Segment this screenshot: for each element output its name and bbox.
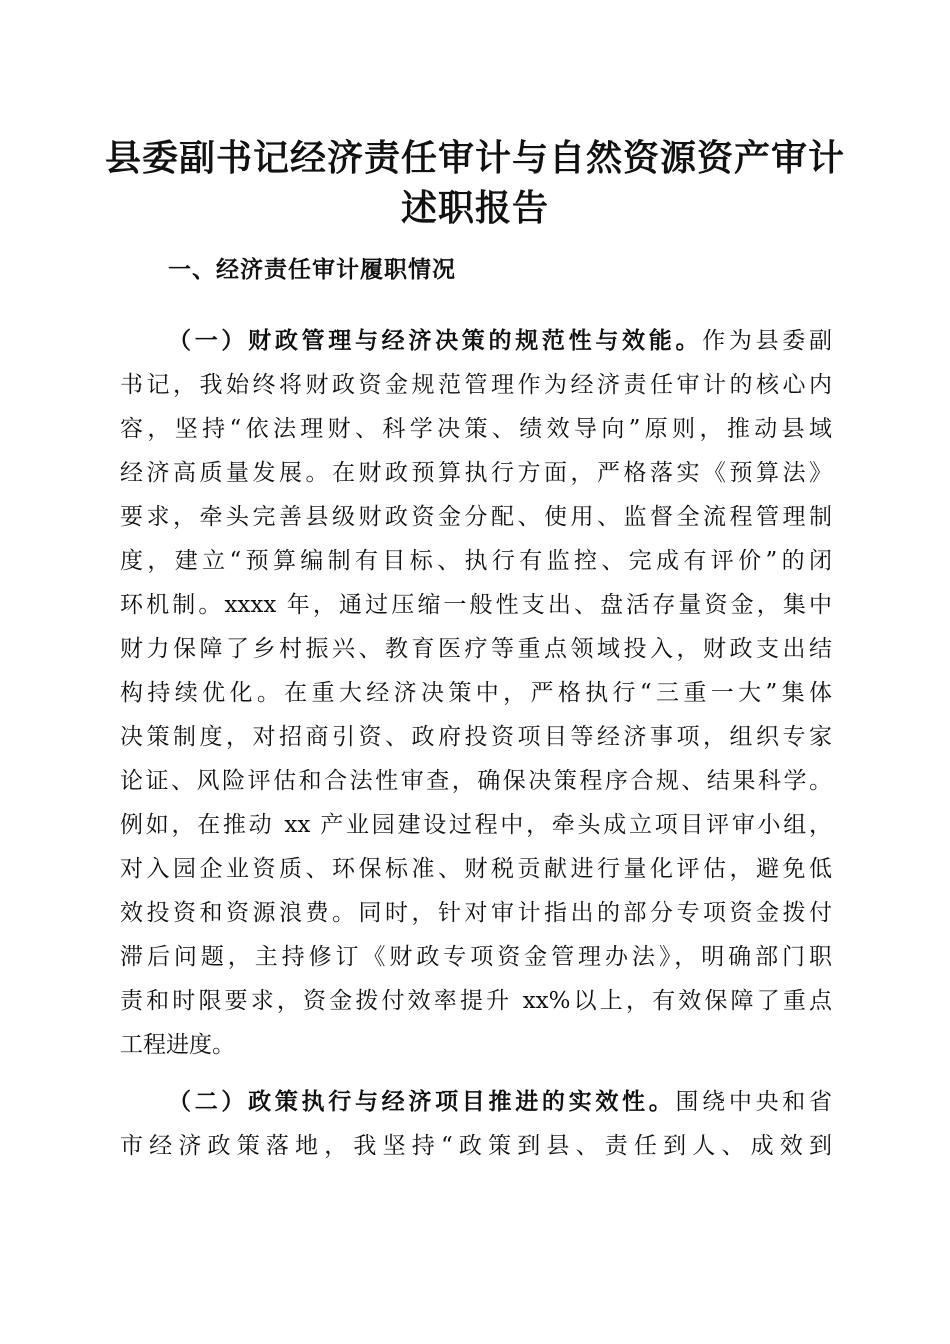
paragraph-2-subheading: （二）政策执行与经济项目推进的实效性。: [168, 1089, 676, 1115]
paragraph-1-subheading: （一）财政管理与经济决策的规范性与效能。: [168, 328, 703, 354]
document-title-line-2: 述职报告: [400, 187, 549, 229]
paragraph-2-line-2: 市经济政策落地，我坚持“政策到县、责任到人、成效到: [120, 1133, 832, 1159]
paragraph-1-line-3: 容，坚持“依法理财、科学决策、绩效导向”原则，推动县域: [120, 416, 832, 442]
paragraph-1-line-7: 环机制。xxxx 年，通过压缩一般性支出、盘活存量资金，集中: [120, 592, 832, 618]
paragraph-1-line-17: 工程进度。: [120, 1032, 235, 1058]
paragraph-1-line-4: 经济高质量发展。在财政预算执行方面，严格落实《预算法》: [120, 460, 832, 486]
paragraph-1-line-11: 论证、风险评估和合法性审查，确保决策程序合规、结果科学。: [120, 768, 832, 794]
paragraph-1-line-8: 财力保障了乡村振兴、教育医疗等重点领域投入，财政支出结: [120, 636, 832, 662]
paragraph-1-line-9: 构持续优化。在重大经济决策中，严格执行“三重一大”集体: [120, 680, 832, 706]
paragraph-1-line-1: [168, 323, 832, 359]
paragraph-1-line-14: 效投资和资源浪费。同时，针对审计指出的部分专项资金拨付: [120, 900, 832, 926]
paragraph-1-line-15: 滞后问题，主持修订《财政专项资金管理办法》，明确部门职: [120, 944, 832, 970]
paragraph-1-line-16: 责和时限要求，资金拨付效率提升 xx%以上，有效保障了重点: [120, 988, 832, 1014]
paragraph-1-line-12: 例如，在推动 xx 产业园建设过程中，牵头成立项目评审小组，: [120, 812, 832, 838]
paragraph-1-line-6: 度，建立“预算编制有目标、执行有监控、完成有评价”的闭: [120, 548, 832, 574]
paragraph-2-line-1: [168, 1084, 832, 1120]
paragraph-1-line-2: 书记，我始终将财政资金规范管理作为经济责任审计的核心内: [120, 372, 832, 398]
document-title-line-1: 县委副书记经济责任审计与自然资源资产审计: [104, 137, 845, 179]
paragraph-1-line-1-text: 作为县委副: [702, 328, 833, 354]
paragraph-1-line-5: 要求，牵头完善县级财政资金分配、使用、监督全流程管理制: [120, 504, 832, 530]
section-heading-economic-audit: 一、经济责任审计履职情况: [168, 257, 456, 283]
paragraph-1-line-13: 对入园企业资质、环保标准、财税贡献进行量化评估，避免低: [120, 856, 832, 882]
paragraph-2-line-1-text: 围绕中央和省: [675, 1089, 833, 1115]
paragraph-1-line-10: 决策制度，对招商引资、政府投资项目等经济事项，组织专家: [120, 724, 832, 750]
